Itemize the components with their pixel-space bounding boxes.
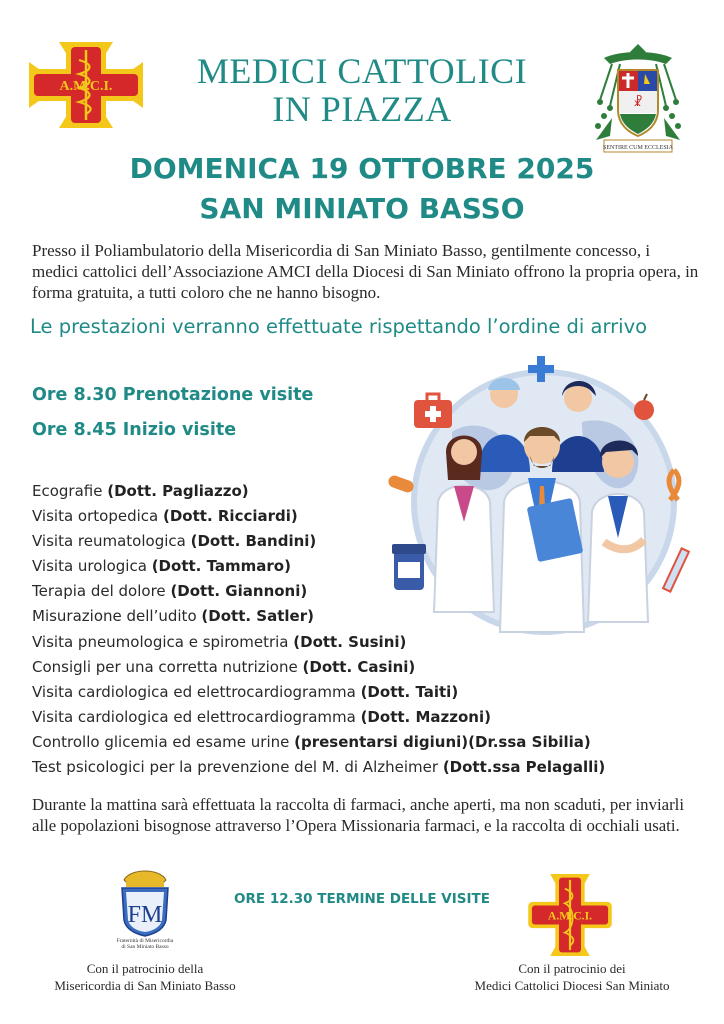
event-place: SAN MINIATO BASSO — [199, 192, 525, 225]
service-doctor: (Dott. Mazzoni) — [360, 707, 491, 726]
diocese-crest — [590, 40, 686, 158]
service-item — [32, 604, 692, 629]
patronage-right-line-2: Medici Cattolici Diocesi San Miniato — [474, 978, 670, 993]
service-name: Visita reumatologica — [32, 532, 186, 551]
service-note: (presentarsi digiuni) — [294, 732, 469, 751]
service-name: Visita urologica — [32, 557, 147, 576]
closing-paragraph: Durante la mattina sarà effettuata la raccolta di farmaci, anche aperti, ma non scaduti, per inviarli alle popolazioni bisognose attraverso l’Opera Missionaria farmaci, e la raccolta di occhiali usati. — [32, 795, 684, 835]
service-item — [32, 655, 692, 680]
service-name: Consigli per una corretta nutrizione — [32, 657, 298, 676]
arrival-order-note: Le prestazioni verranno effettuate rispettando l’ordine di arrivo — [30, 315, 648, 338]
service-item — [32, 579, 692, 604]
service-doctor: (Dott. Satler) — [201, 607, 314, 626]
service-item — [32, 554, 692, 579]
patronage-left — [30, 960, 260, 994]
service-item — [32, 630, 692, 655]
misericordia-monogram: FM — [127, 902, 163, 928]
service-doctor: (Dott. Bandini) — [190, 532, 317, 551]
patronage-left-line-2: Misericordia di San Miniato Basso — [54, 978, 236, 993]
service-doctor: (Dott.ssa Pelagalli) — [442, 758, 606, 777]
misericordia-logo — [104, 864, 186, 950]
amci-logo-top — [29, 42, 143, 128]
page-title — [150, 52, 574, 128]
misericordia-caption-2: di San Miniato Basso — [121, 944, 169, 950]
service-name: Visita cardiologica ed elettrocardiogramma — [32, 682, 356, 701]
service-item — [32, 680, 692, 705]
title-line-2: IN PIAZZA — [272, 89, 452, 129]
svg-text:☧: ☧ — [633, 95, 643, 109]
service-name: Controllo glicemia ed esame urine — [32, 732, 290, 751]
patronage-right — [454, 960, 690, 994]
patronage-right-line-1: Con il patrocinio dei — [518, 961, 626, 976]
amci-logo-bottom — [528, 874, 612, 956]
misericordia-caption-1: Fraternità di Misericordia — [116, 938, 174, 944]
service-name: Test psicologici per la prevenzione del M. di Alzheimer — [32, 758, 439, 777]
service-item — [32, 504, 692, 529]
service-name: Misurazione dell’udito — [32, 607, 197, 626]
services-list — [32, 479, 692, 780]
service-name: Terapia del dolore — [32, 582, 166, 601]
service-name: Visita cardiologica ed elettrocardiogramma — [32, 707, 356, 726]
amci-logo-text: A.M.C.I. — [59, 79, 113, 94]
booking-time: Ore 8.30 Prenotazione visite — [32, 385, 314, 405]
service-doctor: (Dott. Tammaro) — [151, 557, 291, 576]
end-visits-time: ORE 12.30 TERMINE DELLE VISITE — [234, 891, 490, 907]
intro-paragraph: Presso il Poliambulatorio della Misericordia di San Miniato Basso, gentilmente concesso, i medici cattolici dell’Associazione AMCI della Diocesi di San Miniato offrono la propria opera, in forma gratuita, a tutti coloro che ne hanno bisogno. — [32, 241, 699, 302]
service-doctor: (Dott. Giannoni) — [170, 582, 308, 601]
service-name: Visita pneumologica e spirometria — [32, 632, 289, 651]
service-doctor: (Dott. Casini) — [302, 657, 416, 676]
service-item — [32, 705, 692, 730]
service-name: Ecografie — [32, 482, 103, 500]
patronage-left-line-1: Con il patrocinio della — [86, 961, 204, 976]
service-doctor: (Dott. Susini) — [293, 632, 407, 651]
service-doctor: (Dr.ssa Sibilia) — [468, 732, 591, 751]
service-doctor: (Dott. Ricciardi) — [163, 507, 298, 526]
service-item — [32, 755, 692, 780]
service-name: Visita ortopedica — [32, 507, 159, 526]
start-time: Ore 8.45 Inizio visite — [32, 420, 237, 440]
service-item — [32, 479, 692, 504]
amci-logo-bottom-text: A.M.C.I. — [547, 909, 593, 923]
service-item — [32, 730, 692, 755]
title-line-1: MEDICI CATTOLICI — [196, 51, 528, 91]
service-doctor: (Dott. Taiti) — [360, 682, 459, 701]
crest-motto: SENTIRE CUM ECCLESIA — [602, 145, 674, 151]
event-date: DOMENICA 19 OTTOBRE 2025 — [129, 152, 595, 185]
service-item — [32, 529, 692, 554]
service-doctor: (Dott. Pagliazzo) — [107, 482, 249, 500]
